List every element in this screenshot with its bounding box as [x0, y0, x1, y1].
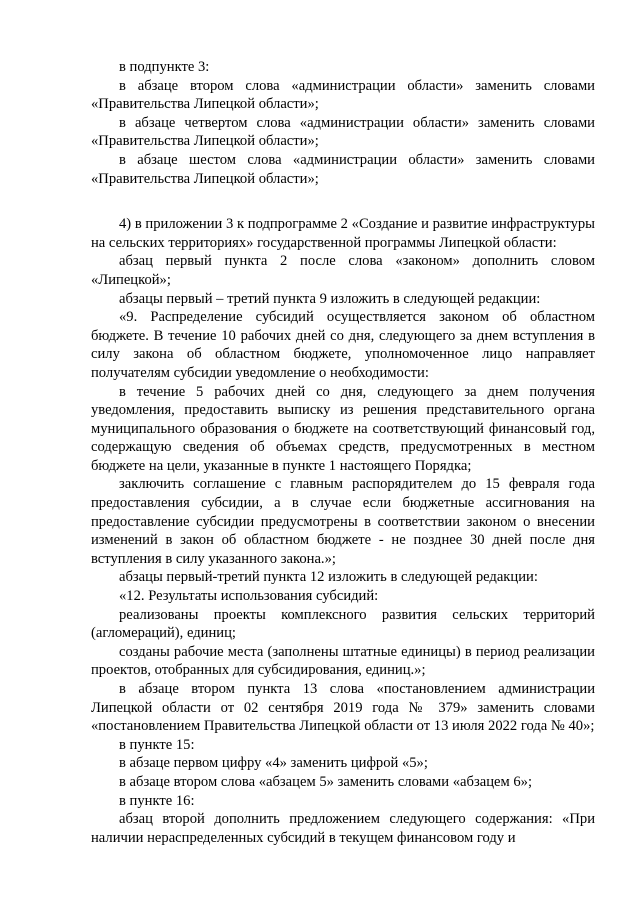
paragraph-point-9-text: «9. Распределение субсидий осуществляется законом об областном бюджете. В течение 10 рабочих дней со дня, следующего за днем вступления в силу закона об областном бюджете, уполномоченное лицо направляет получателям субсидии уведомление о необходимости:: [91, 309, 595, 381]
paragraph-result-jobs: созданы рабочие места (заполнены штатные единицы) в период реализации проектов, отобранных для субсидирования, единиц.»;: [91, 643, 595, 679]
paragraph-point-9-agreement: заключить соглашение с главным распорядителем до 15 февраля года предоставления субсидии, а в случае если бюджетные ассигнования на предоставление субсидии предусмотрены в соответствии законом о внесении изменений в закон об областном бюджете - не позднее 30 дней после дня вступления в силу указанного закона.»;: [91, 476, 595, 567]
paragraph-amend-second: в абзаце втором слова «администрации области» заменить словами «Правительства Липецкой области»;: [91, 77, 595, 113]
document-body: [91, 58, 595, 847]
paragraph-point-9-intro: абзацы первый – третий пункта 9 изложить в следующей редакции:: [119, 290, 541, 307]
paragraph-point-15: в пункте 15:: [119, 736, 195, 753]
paragraph-point-12-intro: абзацы первый-третий пункта 12 изложить в следующей редакции:: [119, 569, 538, 586]
paragraph-point-15-first: в абзаце первом цифру «4» заменить цифрой «5»;: [119, 755, 428, 772]
paragraph-gap: [91, 188, 595, 215]
paragraph-amend-sixth: в абзаце шестом слова «администрации области» заменить словами «Правительства Липецкой области»;: [91, 151, 595, 187]
paragraph-item-4: 4) в приложении 3 к подпрограмме 2 «Создание и развитие инфраструктуры на сельских территориях» государственной программы Липецкой области:: [91, 216, 595, 251]
paragraph-result-projects: реализованы проекты комплексного развития сельских территорий (агломераций), единиц;: [91, 606, 595, 642]
paragraph-point-15-second: в абзаце втором слова «абзацем 5» заменить словами «абзацем 6»;: [119, 773, 533, 790]
paragraph-point-9-deadline: в течение 5 рабочих дней со дня, следующего за днем получения уведомления, предоставить выписку из решения представительного органа муниципального образования о бюджете на соответствующий финансовый год, содержащую сведения об объемах средств, предусмотренных в местном бюджете на цели, указанные в пункте 1 настоящего Порядка;: [91, 383, 595, 474]
paragraph-point-13: в абзаце втором пункта 13 слова «постановлением администрации Липецкой области от 02 сентября 2019 года № 379» заменить словами «постановлением Правительства Липецкой области от 13 июля 2022 года № 40»;: [91, 681, 595, 735]
paragraph-point-12-title: «12. Результаты использования субсидий:: [119, 588, 379, 605]
paragraph-amend-fourth: в абзаце четвертом слова «администрации области» заменить словами «Правительства Липецкой области»;: [91, 114, 595, 150]
paragraph-point-16-second: абзац второй дополнить предложением следующего содержания: «При наличии нераспределенных субсидий в текущем финансовом году и: [91, 811, 595, 846]
paragraph-point-2: абзац первый пункта 2 после слова «законом» дополнить словом «Липецкой»;: [91, 253, 595, 288]
paragraph-point-16: в пункте 16:: [119, 792, 195, 809]
paragraph-subpoint-3: в подпункте 3:: [119, 59, 210, 75]
